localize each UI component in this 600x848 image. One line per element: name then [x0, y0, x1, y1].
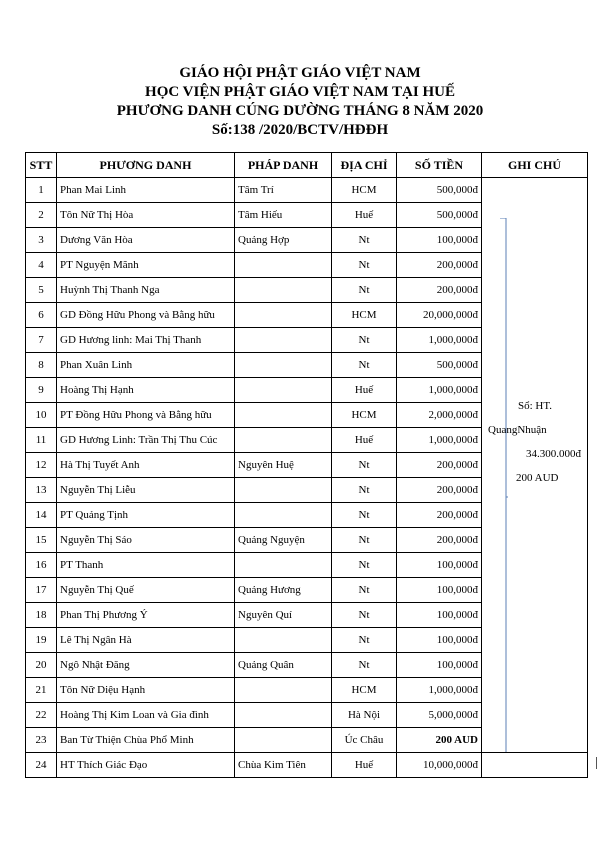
row-address: Nt	[332, 553, 397, 578]
row-dharma-name: Chùa Kim Tiên	[235, 753, 332, 778]
row-stt: 4	[26, 253, 57, 278]
row-amount: 200,000đ	[397, 278, 482, 303]
row-dharma-name	[235, 628, 332, 653]
row-dharma-name: Quảng Hợp	[235, 228, 332, 253]
row-stt: 20	[26, 653, 57, 678]
row-stt: 5	[26, 278, 57, 303]
row-stt: 15	[26, 528, 57, 553]
row-amount: 500,000đ	[397, 203, 482, 228]
row-name: Nguyễn Thị Sáo	[57, 528, 235, 553]
row-address: Nt	[332, 603, 397, 628]
row-stt: 10	[26, 403, 57, 428]
row-amount: 200,000đ	[397, 253, 482, 278]
row-amount: 10,000,000đ	[397, 753, 482, 778]
row-dharma-name: Quảng Nguyện	[235, 528, 332, 553]
row-dharma-name	[235, 678, 332, 703]
row-stt: 12	[26, 453, 57, 478]
row-amount: 200 AUD	[397, 728, 482, 753]
row-name: PT Quảng Tịnh	[57, 503, 235, 528]
row-stt: 14	[26, 503, 57, 528]
row-dharma-name: Nguyên Huệ	[235, 453, 332, 478]
row-name: GD Đồng Hữu Phong và Bằng hữu	[57, 303, 235, 328]
row-dharma-name	[235, 503, 332, 528]
row-amount: 100,000đ	[397, 603, 482, 628]
row-address: Nt	[332, 503, 397, 528]
row-dharma-name	[235, 378, 332, 403]
header-line-4: Số:138 /2020/BCTV/HĐĐH	[211, 122, 389, 138]
header-note: GHI CHÚ	[482, 153, 588, 178]
row-amount: 100,000đ	[397, 553, 482, 578]
row-dharma-name	[235, 428, 332, 453]
page-edge-marker	[596, 757, 599, 769]
row-name: Lê Thị Ngân Hà	[57, 628, 235, 653]
row-stt: 16	[26, 553, 57, 578]
donation-table	[25, 152, 588, 778]
row-name: Hà Thị Tuyết Anh	[57, 453, 235, 478]
row-amount: 200,000đ	[397, 503, 482, 528]
row-address: Nt	[332, 628, 397, 653]
header-line-3: PHƯƠNG DANH CÚNG DƯỜNG THÁNG 8 NĂM 2020	[116, 103, 484, 119]
row-amount: 500,000đ	[397, 178, 482, 203]
row-name: Hoàng Thị Kim Loan và Gia đình	[57, 703, 235, 728]
row-address: Nt	[332, 653, 397, 678]
row-amount: 500,000đ	[397, 353, 482, 378]
row-dharma-name: Tâm Hiếu	[235, 203, 332, 228]
row-amount: 100,000đ	[397, 228, 482, 253]
row-stt: 3	[26, 228, 57, 253]
note-cell	[482, 178, 588, 753]
row-amount: 200,000đ	[397, 478, 482, 503]
row-amount: 1,000,000đ	[397, 678, 482, 703]
row-address: Nt	[332, 228, 397, 253]
note-line-3: 34.300.000đ	[526, 448, 581, 460]
row-stt: 18	[26, 603, 57, 628]
row-address: Nt	[332, 453, 397, 478]
row-amount: 1,000,000đ	[397, 328, 482, 353]
row-amount: 100,000đ	[397, 653, 482, 678]
header-line-2: HỌC VIỆN PHẬT GIÁO VIỆT NAM TẠI HUẾ	[145, 84, 455, 100]
row-address: Nt	[332, 578, 397, 603]
row-name: GD Hương linh: Mai Thị Thanh	[57, 328, 235, 353]
note-line-2: QuangNhuận	[488, 424, 547, 436]
row-stt: 24	[26, 753, 57, 778]
row-stt: 19	[26, 628, 57, 653]
row-dharma-name	[235, 278, 332, 303]
row-address: Nt	[332, 278, 397, 303]
row-stt: 13	[26, 478, 57, 503]
note-line-1: Sổ: HT.	[518, 400, 553, 412]
row-name: GD Hương Linh: Trần Thị Thu Cúc	[57, 428, 235, 453]
row-address: HCM	[332, 678, 397, 703]
row-amount: 200,000đ	[397, 528, 482, 553]
row-amount: 20,000,000đ	[397, 303, 482, 328]
row-address: Huế	[332, 203, 397, 228]
row-dharma-name: Tâm Trí	[235, 178, 332, 203]
header-name: PHƯƠNG DANH	[57, 153, 235, 178]
row-stt: 17	[26, 578, 57, 603]
header-address: ĐỊA CHỈ	[332, 153, 397, 178]
row-dharma-name	[235, 328, 332, 353]
row-name: Huỳnh Thị Thanh Nga	[57, 278, 235, 303]
row-name: Phan Mai Linh	[57, 178, 235, 203]
row-stt: 22	[26, 703, 57, 728]
row-name: Ngô Nhật Đăng	[57, 653, 235, 678]
row-name: Phan Thị Phương Ý	[57, 603, 235, 628]
row-name: PT Nguyện Mãnh	[57, 253, 235, 278]
row-stt: 9	[26, 378, 57, 403]
row-dharma-name: Quảng Hương	[235, 578, 332, 603]
row-stt: 23	[26, 728, 57, 753]
header-line-1: GIÁO HỘI PHẬT GIÁO VIỆT NAM	[179, 65, 421, 81]
row-address: Hà Nội	[332, 703, 397, 728]
row-note-empty	[482, 753, 588, 778]
row-amount: 200,000đ	[397, 453, 482, 478]
row-dharma-name: Quảng Quân	[235, 653, 332, 678]
row-dharma-name	[235, 253, 332, 278]
row-address: Nt	[332, 478, 397, 503]
row-dharma-name	[235, 478, 332, 503]
note-line-4: 200 AUD	[516, 472, 559, 484]
row-stt: 21	[26, 678, 57, 703]
row-stt: 1	[26, 178, 57, 203]
row-stt: 8	[26, 353, 57, 378]
row-name: PT Đồng Hữu Phong và Bằng hữu	[57, 403, 235, 428]
header-stt: STT	[26, 153, 57, 178]
row-amount: 1,000,000đ	[397, 428, 482, 453]
row-address: Nt	[332, 353, 397, 378]
row-amount: 5,000,000đ	[397, 703, 482, 728]
row-name: PT Thanh	[57, 553, 235, 578]
row-stt: 11	[26, 428, 57, 453]
document-header	[0, 64, 600, 140]
row-dharma-name: Nguyên Quí	[235, 603, 332, 628]
row-name: Phan Xuân Linh	[57, 353, 235, 378]
row-address: Nt	[332, 328, 397, 353]
row-address: Huế	[332, 753, 397, 778]
row-dharma-name	[235, 728, 332, 753]
row-address: HCM	[332, 178, 397, 203]
row-address: Nt	[332, 253, 397, 278]
table-row	[26, 178, 588, 203]
row-name: Ban Từ Thiện Chùa Phổ Minh	[57, 728, 235, 753]
row-amount: 2,000,000đ	[397, 403, 482, 428]
table-body	[26, 178, 588, 778]
row-dharma-name	[235, 403, 332, 428]
row-name: Nguyễn Thị Liễu	[57, 478, 235, 503]
row-address: Huế	[332, 428, 397, 453]
bracket-mark	[498, 218, 508, 753]
row-dharma-name	[235, 553, 332, 578]
row-address: HCM	[332, 303, 397, 328]
row-name: Hoàng Thị Hạnh	[57, 378, 235, 403]
row-address: Huế	[332, 378, 397, 403]
row-stt: 2	[26, 203, 57, 228]
row-amount: 100,000đ	[397, 628, 482, 653]
header-dharma-name: PHÁP DANH	[235, 153, 332, 178]
row-name: Tôn Nữ Thị Hòa	[57, 203, 235, 228]
row-address: Úc Châu	[332, 728, 397, 753]
row-name: Dương Văn Hòa	[57, 228, 235, 253]
header-amount: SỐ TIỀN	[397, 153, 482, 178]
row-name: Nguyễn Thị Quế	[57, 578, 235, 603]
row-stt: 6	[26, 303, 57, 328]
row-amount: 1,000,000đ	[397, 378, 482, 403]
row-dharma-name	[235, 703, 332, 728]
row-address: HCM	[332, 403, 397, 428]
row-dharma-name	[235, 303, 332, 328]
row-name: HT Thích Giác Đạo	[57, 753, 235, 778]
row-stt: 7	[26, 328, 57, 353]
row-address: Nt	[332, 528, 397, 553]
row-name: Tôn Nữ Diệu Hạnh	[57, 678, 235, 703]
row-amount: 100,000đ	[397, 578, 482, 603]
row-dharma-name	[235, 353, 332, 378]
table-row	[26, 753, 588, 778]
table-header-row	[26, 153, 588, 178]
